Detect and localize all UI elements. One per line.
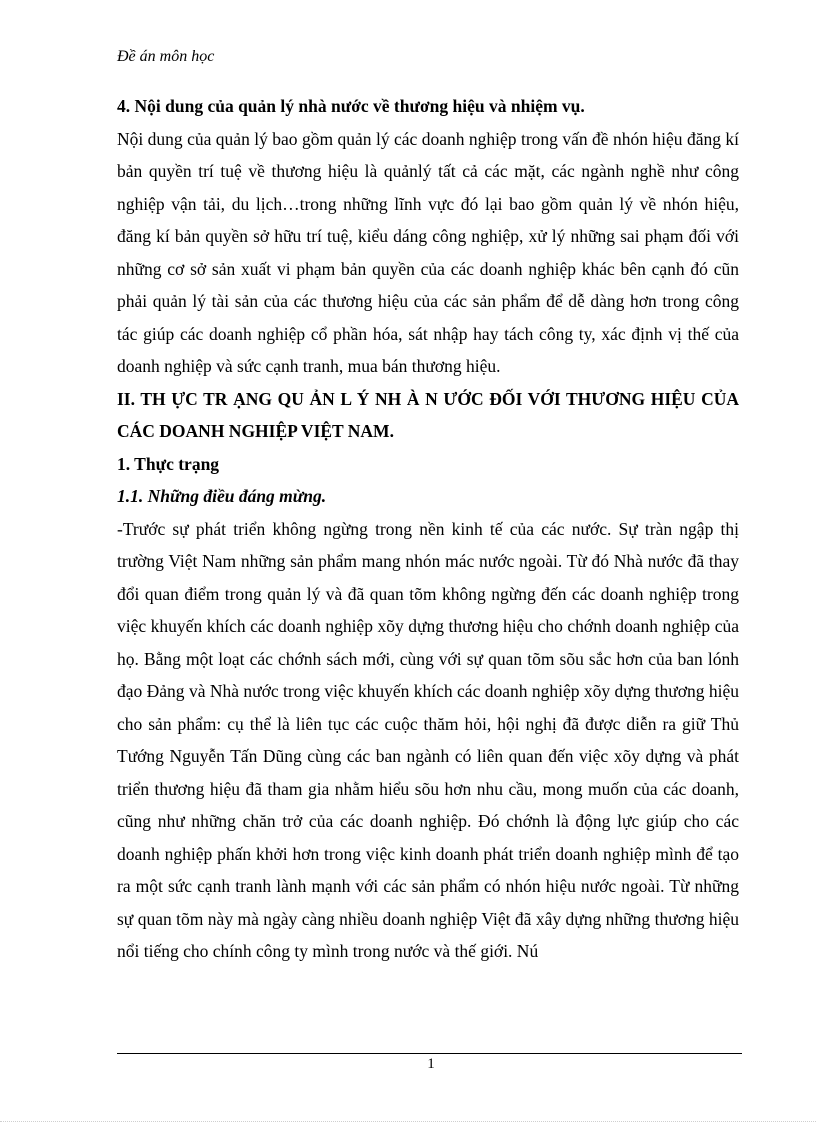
section-1-heading: 1. Thực trạng: [117, 453, 220, 474]
paragraph-content-management: Nội dung của quản lý bao gồm quản lý các doanh nghiệp trong vấn đề nhón hiệu đăng kí bản quyền trí tuệ về thương hiệu là quảnlý tất cả các mặt, các ngành nghề như công nghiệp vận tải, du lịch…trong những lĩnh vực đó lại bao gồm quản lý về nhón hiệu, đăng kí bản quyền sở hữu trí tuệ, kiểu dáng công nghiệp, xử lý những sai phạm đối với những cơ sở sản xuất vi phạm bản quyền của các doanh nghiệp khác bên cạnh đó cũn phải quản lý tài sản của các thương hiệu của các sản phẩm để dễ dàng hơn trong công tác giúp các doanh nghiệp cổ phần hóa, sát nhập hay tách công ty, xác định vị thế của doanh nghiệp và sức cạnh tranh, mua bán thương hiệu.: [117, 128, 739, 376]
paragraph-positive-developments: -Trước sự phát triển không ngừng trong nền kinh tế của các nước. Sự tràn ngập thị trường Việt Nam những sản phẩm mang nhón mác nước ngoài. Từ đó Nhà nước đã thay đổi quan điểm trong quản lý và đã quan tõm không ngừng đến các doanh nghiệp trong việc khuyến khích các doanh nghiệp xõy dựng thương hiệu cho chớnh doanh nghiệp của họ. Bằng một loạt các chớnh sách mới, cùng với sự quan tõm sõu sắc hơn của ban lónh đạo Đảng và Nhà nước trong việc khuyến khích các doanh nghiệp xõy dựng thương hiệu cho sản phẩm: cụ thể là liên tục các cuộc thăm hỏi, hội nghị đã được diễn ra giữ Thủ Tướng Nguyễn Tấn Dũng cùng các ban ngành có liên quan đến việc xõy dựng và phát triển thương hiệu đã tham gia nhằm hiểu sõu hơn nhu cầu, mong muốn của các doanh, cũng như những chăn trở của các doanh nghiệp. Đó chớnh là động lực giúp cho các doanh nghiệp phấn khởi hơn trong việc kinh doanh phát triển doanh nghiệp mình để tạo ra một sức cạnh tranh lành mạnh với các sản phẩm có nhón hiệu nước ngoài. Từ những sự quan tõm này mà ngày càng nhiều doanh nghiệp Việt đã xây dựng những thương hiệu nổi tiếng cho chính công ty mình trong nước và thế giới. Nú: [117, 518, 739, 961]
footer-rule: [117, 1053, 742, 1054]
section-1-1-heading: 1.1. Những điều đáng mừng.: [117, 486, 327, 506]
page-bottom-edge: [0, 1121, 816, 1122]
part-2-heading: II. TH ỰC TR ẠNG QU ẢN L Ý NH À N ƯỚC ĐỐI VỚI THƯƠNG HIỆU CỦA CÁC DOANH NGHIỆP VIỆT NAM.: [117, 388, 739, 441]
page-number: 1: [427, 1056, 435, 1072]
document-body: [117, 90, 739, 968]
running-header: Đề án môn học: [117, 48, 215, 65]
section-4-heading: 4. Nội dung của quản lý nhà nước về thương hiệu và nhiệm vụ.: [117, 96, 585, 116]
